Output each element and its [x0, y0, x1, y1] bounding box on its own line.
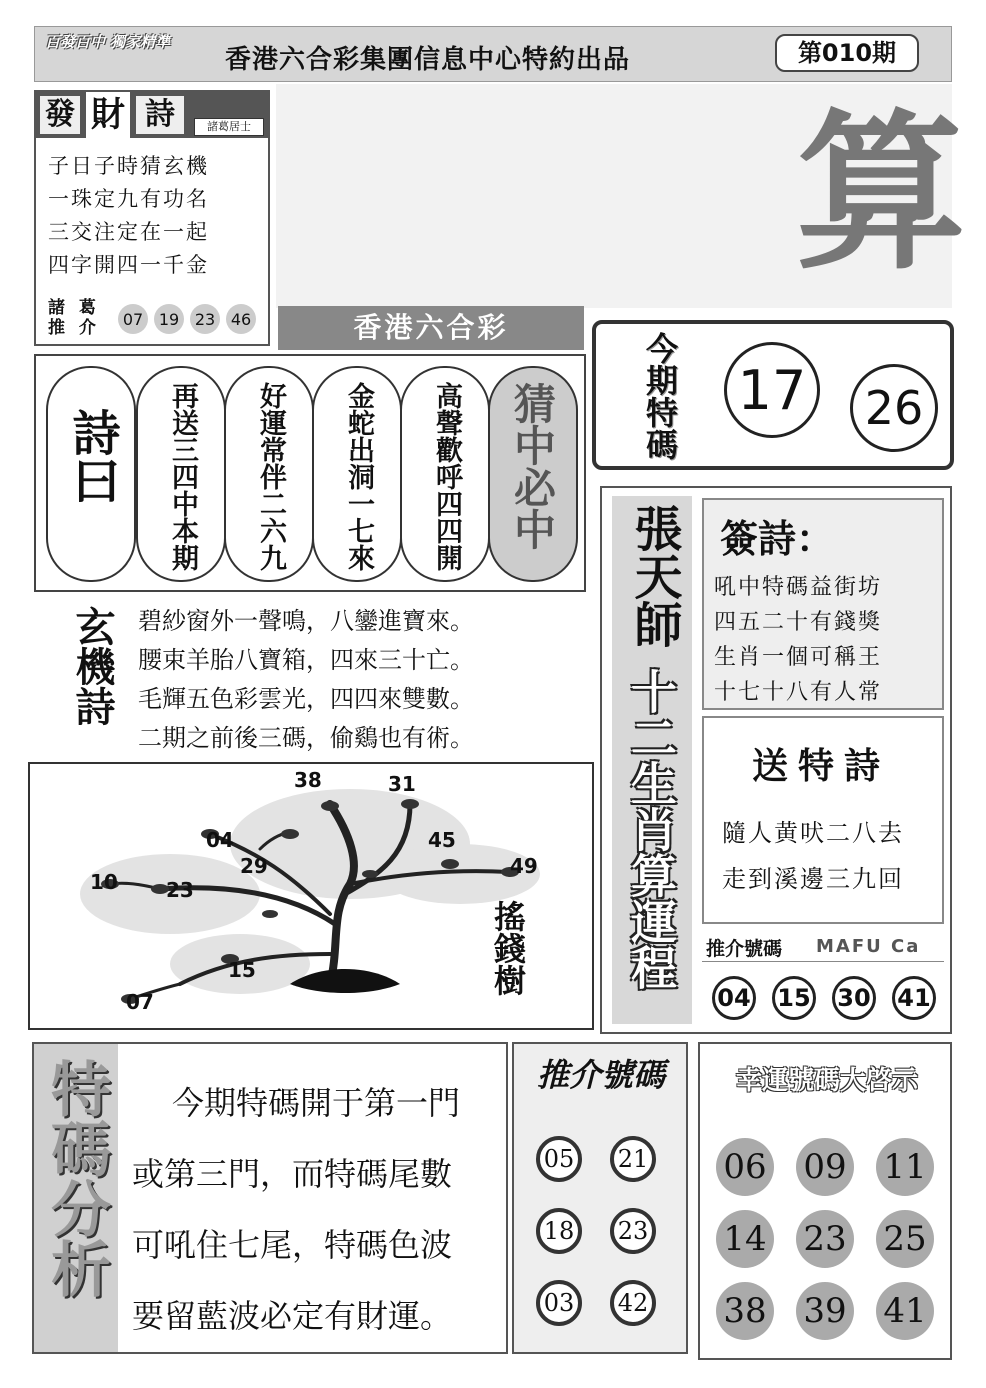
lucky-panel [698, 1042, 952, 1360]
mafu-brand: MAFU Ca [816, 936, 921, 957]
poem-says-pill [224, 366, 314, 582]
lucky-number: 11 [876, 1138, 934, 1196]
tree-number: 29 [240, 854, 268, 878]
songte-line: 隨人黄吠二八去 [722, 819, 904, 847]
xuanji-lines [138, 602, 586, 758]
tree-panel [28, 762, 594, 1030]
songte-lines [722, 810, 904, 902]
fortune-number: 07 [118, 304, 148, 334]
today-box [592, 320, 954, 470]
header-title: 香港六合彩集團信息中心特約出品 [225, 45, 631, 75]
rec-label-top: 諸 葛 [48, 298, 100, 318]
tree-number: 38 [294, 768, 322, 792]
recommend-panel [512, 1042, 688, 1354]
poem-says-column: 金蛇出洞一七來 [343, 382, 374, 571]
mafu-number: 04 [712, 976, 756, 1020]
lucky-number: 38 [716, 1282, 774, 1340]
banner-sub: 香港六合彩 [278, 306, 584, 350]
mafu-number: 30 [832, 976, 876, 1020]
tree-number: 31 [388, 772, 416, 796]
lucky-number: 14 [716, 1210, 774, 1268]
zhang-column [612, 496, 692, 1024]
issue-badge: 第010期 [775, 34, 919, 72]
zhang-panel [600, 486, 952, 1034]
fortune-poem-title-bar [36, 92, 268, 138]
recommend-number: 05 [536, 1136, 582, 1182]
zhang-title: 十二生肖算運程 [624, 668, 678, 990]
fortune-rec-label [48, 298, 100, 338]
lucky-number: 41 [876, 1282, 934, 1340]
recommend-number: 03 [536, 1280, 582, 1326]
mafu-number: 15 [772, 976, 816, 1020]
tree-number: 07 [126, 990, 154, 1014]
tree-label: 搖錢樹 [489, 900, 527, 996]
mafu-number: 41 [892, 976, 936, 1020]
lucky-number: 39 [796, 1282, 854, 1340]
qian-line: 十七十八有人常 [714, 680, 883, 705]
rec-label-bottom: 推 介 [48, 318, 100, 338]
tree-number: 10 [90, 870, 118, 894]
fortune-poem-tag: 諸葛居士 [194, 118, 264, 136]
fortune-number: 23 [190, 304, 220, 334]
fortune-poem-lines [48, 150, 264, 282]
tree-number: 45 [428, 828, 456, 852]
tree-number: 49 [510, 854, 538, 878]
analysis-label-bg [34, 1044, 118, 1352]
fortune-poem-title-char: 財 [86, 92, 130, 138]
poem-says-pill [400, 366, 490, 582]
mafu-label [702, 932, 944, 962]
qian-lines [714, 570, 882, 710]
header-bar [34, 26, 952, 82]
xuanji-line: 腰束羊胎八寶箱，四來三十亡。 [138, 646, 474, 674]
lucky-number: 09 [796, 1138, 854, 1196]
lucky-number: 06 [716, 1138, 774, 1196]
recommend-number: 42 [610, 1280, 656, 1326]
analysis-line: 要留藍波必定有財運。 [132, 1297, 453, 1335]
analysis-label: 特碼分析 [41, 1058, 111, 1298]
tree-number: 15 [228, 958, 256, 982]
recommend-title: 推介號碼 [536, 1056, 665, 1094]
songte-box [702, 716, 944, 924]
poem-says-last: 猜中必中 [508, 382, 557, 550]
recommend-number: 23 [610, 1208, 656, 1254]
analysis-line: 可吼住七尾，特碼色波 [132, 1226, 453, 1264]
mafu-label-text: 推介號碼 [706, 938, 783, 960]
analysis-line: 今期特碼開于第一門 [172, 1084, 461, 1122]
today-number: 26 [850, 364, 938, 452]
xuanji-line: 碧紗窗外一聲鳴，八鑾進寶來。 [138, 607, 474, 635]
recommend-number: 18 [536, 1208, 582, 1254]
zhang-name: 張天師 [626, 504, 682, 648]
analysis-lines [132, 1068, 502, 1352]
poem-line: 一珠定九有功名 [48, 187, 209, 211]
xuanji-line: 二期之前後三碼，偷鷄也有術。 [138, 724, 474, 752]
songte-title: 送特詩 [752, 745, 891, 787]
poem-says-pill [312, 366, 402, 582]
fortune-poem-title-char: 發 [40, 96, 80, 134]
poem-line: 三交注定在一起 [48, 220, 209, 244]
recommend-number: 21 [610, 1136, 656, 1182]
qian-line: 四五二十有錢獎 [714, 610, 883, 635]
xuanji-line: 毛輝五色彩雲光，四四來雙數。 [138, 685, 474, 713]
songte-line: 走到溪邊三九回 [722, 865, 904, 893]
lucky-title: 幸運號碼大啓示 [735, 1066, 918, 1096]
tree-number: 23 [166, 878, 194, 902]
poem-says-panel [34, 354, 586, 592]
analysis-panel [32, 1042, 508, 1354]
qian-box [702, 498, 944, 710]
header-corner: 百發百中 獨家精準 [45, 33, 171, 51]
poem-says-head: 詩曰 [64, 408, 120, 504]
tree-number: 04 [206, 828, 234, 852]
xuanji-label: 玄機詩 [69, 606, 115, 726]
lucky-number: 23 [796, 1210, 854, 1268]
qian-line: 吼中特碼益街坊 [714, 575, 883, 600]
today-number: 17 [724, 342, 820, 438]
analysis-line: 或第三門，而特碼尾數 [132, 1155, 453, 1193]
banner-big-char: 算 [796, 93, 967, 293]
fortune-poem-title-char: 詩 [136, 96, 184, 134]
qian-line: 生肖一個可稱王 [714, 645, 883, 670]
today-label: 今期特碼 [641, 332, 679, 460]
fortune-number: 46 [226, 304, 256, 334]
banner-area [276, 84, 967, 308]
poem-says-column: 高聲歡呼四四開 [431, 382, 462, 571]
poem-line: 四字開四一千金 [48, 253, 209, 277]
qian-title: 簽詩： [720, 517, 835, 561]
poem-line: 子日子時猜玄機 [48, 154, 209, 178]
fortune-poem-panel [34, 90, 270, 346]
poem-says-column: 再送三四中本期 [167, 382, 198, 571]
poem-says-column: 好運常伴二六九 [255, 382, 286, 571]
poem-says-pill [46, 366, 136, 582]
lucky-number: 25 [876, 1210, 934, 1268]
poem-says-pill [488, 366, 578, 582]
poem-says-pill [136, 366, 226, 582]
fortune-number: 19 [154, 304, 184, 334]
